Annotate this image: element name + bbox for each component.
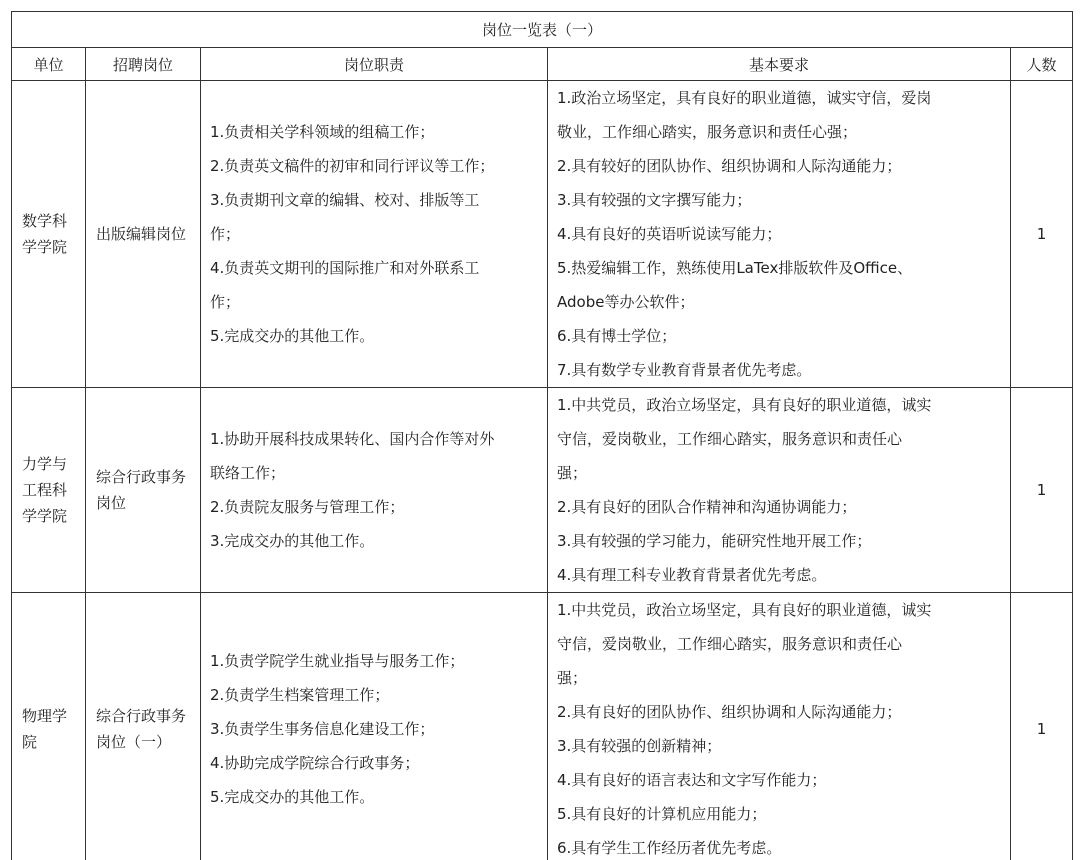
list-line: 2.具有良好的团队合作精神和沟通协调能力； (557, 498, 857, 516)
list-line: 1.中共党员，政治立场坚定，具有良好的职业道德，诚实 (557, 601, 932, 619)
list-line: 4.具有良好的英语听说读写能力； (557, 225, 782, 243)
list-line: 强； (557, 464, 588, 482)
list-line: 2.负责英文稿件的初审和同行评议等工作； (210, 157, 495, 175)
requirements-cell (548, 81, 1011, 388)
requirements-cell (548, 593, 1011, 860)
title-row (12, 12, 1073, 48)
table-row (12, 81, 1073, 388)
unit-cell: 物理学院 (12, 593, 86, 860)
list-line: 1.政治立场坚定，具有良好的职业道德，诚实守信，爱岗 (557, 89, 932, 107)
unit-cell: 数学科学学院 (12, 81, 86, 388)
header-count: 人数 (1011, 48, 1073, 81)
header-duties: 岗位职责 (201, 48, 548, 81)
list-line: 联络工作； (210, 464, 286, 482)
position-cell: 综合行政事务岗位 (86, 388, 201, 593)
list-line: 7.具有数学专业教育背景者优先考虑。 (557, 361, 812, 379)
count-cell: 1 (1011, 388, 1073, 593)
list-line: 1.中共党员，政治立场坚定，具有良好的职业道德，诚实 (557, 396, 932, 414)
list-line: 强； (557, 669, 588, 687)
count-cell: 1 (1011, 81, 1073, 388)
list-line: 3.具有较强的创新精神； (557, 737, 722, 755)
list-line: 5.热爱编辑工作，熟练使用LaTex排版软件及Office、 (557, 259, 913, 277)
list-line: 6.具有学生工作经历者优先考虑。 (557, 839, 782, 857)
list-line: 2.负责院友服务与管理工作； (210, 498, 405, 516)
count-cell: 1 (1011, 593, 1073, 860)
table-title: 岗位一览表（一） (12, 12, 1073, 48)
duties-cell (201, 593, 548, 860)
list-line: 4.协助完成学院综合行政事务； (210, 754, 420, 772)
list-line: 5.完成交办的其他工作。 (210, 327, 375, 345)
list-line: Adobe等办公软件； (557, 293, 695, 311)
list-line: 3.具有较强的学习能力，能研究性地开展工作； (557, 532, 872, 550)
list-line: 5.完成交办的其他工作。 (210, 788, 375, 806)
list-line: 敬业，工作细心踏实，服务意识和责任心强； (557, 123, 858, 141)
list-line: 守信，爱岗敬业，工作细心踏实，服务意识和责任心 (557, 635, 903, 653)
table-row (12, 388, 1073, 593)
unit-cell: 力学与工程科学学院 (12, 388, 86, 593)
list-line: 2.具有较好的团队协作、组织协调和人际沟通能力； (557, 157, 902, 175)
list-line: 1.负责相关学科领域的组稿工作； (210, 123, 435, 141)
table-row (12, 593, 1073, 860)
header-row (12, 48, 1073, 81)
positions-table (11, 11, 1073, 860)
list-line: 3.负责学生事务信息化建设工作； (210, 720, 435, 738)
list-line: 5.具有良好的计算机应用能力； (557, 805, 767, 823)
list-line: 3.负责期刊文章的编辑、校对、排版等工 (210, 191, 480, 209)
header-unit: 单位 (12, 48, 86, 81)
list-line: 2.负责学生档案管理工作； (210, 686, 390, 704)
header-requirements: 基本要求 (548, 48, 1011, 81)
list-line: 1.协助开展科技成果转化、国内合作等对外 (210, 430, 495, 448)
position-cell: 出版编辑岗位 (86, 81, 201, 388)
list-line: 3.完成交办的其他工作。 (210, 532, 375, 550)
list-line: 作； (210, 293, 241, 311)
list-line: 2.具有良好的团队协作、组织协调和人际沟通能力； (557, 703, 902, 721)
position-cell: 综合行政事务岗位（一） (86, 593, 201, 860)
list-line: 4.负责英文期刊的国际推广和对外联系工 (210, 259, 480, 277)
list-line: 守信，爱岗敬业，工作细心踏实，服务意识和责任心 (557, 430, 903, 448)
list-line: 1.负责学院学生就业指导与服务工作； (210, 652, 465, 670)
list-line: 6.具有博士学位； (557, 327, 677, 345)
header-position: 招聘岗位 (86, 48, 201, 81)
requirements-cell (548, 388, 1011, 593)
duties-cell (201, 388, 548, 593)
list-line: 3.具有较强的文字撰写能力； (557, 191, 752, 209)
list-line: 4.具有良好的语言表达和文字写作能力； (557, 771, 827, 789)
duties-cell (201, 81, 548, 388)
list-line: 4.具有理工科专业教育背景者优先考虑。 (557, 566, 827, 584)
list-line: 作； (210, 225, 241, 243)
